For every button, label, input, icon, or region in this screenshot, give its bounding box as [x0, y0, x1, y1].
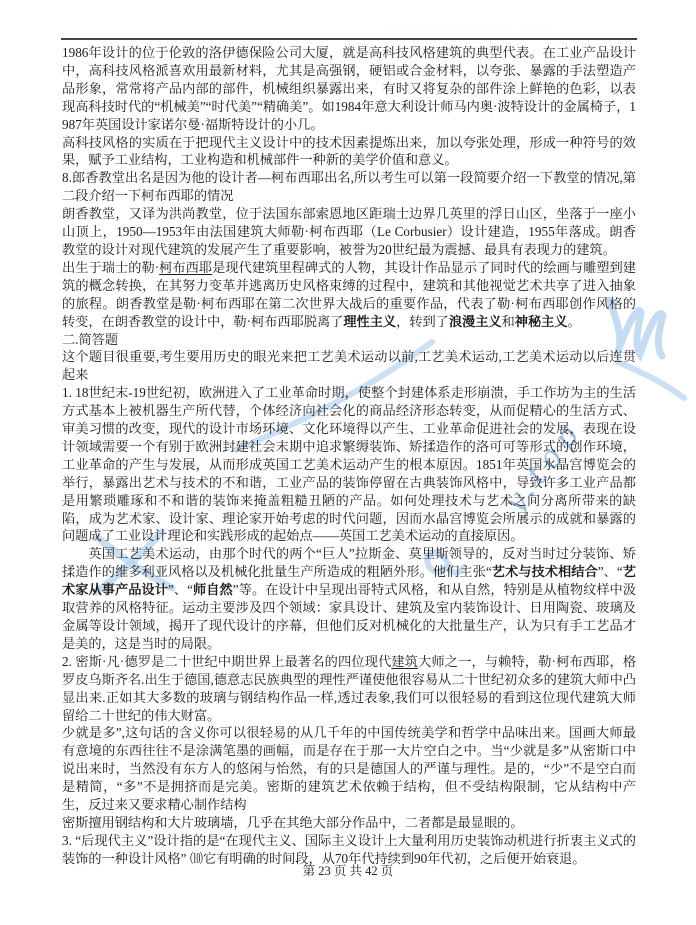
paragraph — [62, 134, 636, 170]
header-rule — [61, 38, 637, 40]
watermark-url-text: y.top — [497, 413, 591, 520]
paragraph — [62, 653, 636, 725]
bold-text: 浪漫主义 — [448, 313, 502, 329]
body-text: 和 — [501, 313, 515, 329]
body-text: ，转到了 — [396, 313, 449, 329]
body-text: ”等。在设计中呈现出哥特式风格，和从自然，特别是从植物纹样中汲取营养的风格特征。运动主要涉及四个领域：家具设计、建筑及室内装饰设计、日用陶瓷、玻璃及金属等设计领域，揭开了现代设计的序幕，但他们反对机械化的大批量生产，认为只有手工艺品才是美的，这是当时的局限。 — [62, 582, 636, 651]
body-text: 8.郎香教堂出名是因为他的设计者—柯布西耶出名,所以考生可以第一段简要介绍一下教堂的情况,第二段介绍一下柯布西耶的情况 — [62, 170, 636, 204]
body-text: 密斯擅用钢结构和大片玻璃墙，几乎在其绝大部分作品中，二者都是最显眼的。 — [62, 814, 524, 830]
body-text: 二.简答题 — [62, 331, 119, 347]
body-text: 出生于瑞士的勒· — [62, 259, 160, 275]
bold-text: 师自然 — [192, 582, 233, 598]
body-text: 少就是多”,这句话的含义你可以很轻易的从几千年的中国传统美学和哲学中品味出来。国画大师最有意境的东西往往不是涂满笔墨的画幅，而是存在于那一大片空白之中。当“少就是多”从密斯口中说出来时，当然没有东方人的悠闲与怡然，有的只是德国人的严谨与理性。是的，“少”不是空白而是精简，“多”不是拥挤而是完美。密斯的建筑艺术依赖于结构，但不受结构限制，它从结构中产生，反过来又要求精心制作结构 — [62, 725, 636, 813]
body-text: 2. 密斯·凡·德罗是二十世纪中期世界上最著名的四位现代 — [62, 653, 392, 669]
paragraph — [62, 545, 636, 652]
body-text: ”、“ — [167, 582, 193, 598]
body-text: ”、“ — [597, 564, 623, 580]
body-text: 是现代建筑里程碑式的人物，其设计作品显示了同时代的绘画与雕塑到建筑的概念转换，在其努力变革并逃离历史风格束缚的过程中，建筑和其他视觉艺术共享了进入抽象的旅程。朗香教堂是勒·柯布西耶在第二次世界大战后的重要作品，代表了勒·柯布西耶创作风格的转变，在朗香教堂的设计中，勒·柯布西耶脱离了 — [62, 259, 636, 329]
header-marks: ·· ··· ·· · ···· ·· ·· ··· ··· ·· — [388, 27, 549, 33]
paragraph — [62, 348, 636, 384]
paragraph — [62, 44, 636, 134]
bold-text: 理性主义 — [343, 313, 397, 329]
bold-text: 艺术家从事产品设计 — [62, 564, 636, 598]
underlined-text: 建筑 — [391, 653, 419, 669]
paragraph — [62, 384, 636, 545]
underlined-text: 柯布西耶 — [159, 259, 213, 275]
page-footer: 第 23 页 共 42 页 — [302, 864, 394, 878]
body-text: 这个题目很重要,考生要用历史的眼光来把工艺美术运动以前,工艺美术运动,工艺美术运动以后连贯起来 — [62, 349, 636, 383]
paragraph — [62, 205, 636, 259]
document-body — [62, 44, 636, 868]
paragraph — [62, 331, 636, 349]
paragraph — [62, 169, 636, 205]
body-text: 1. 18世纪末-19世纪初，欧洲进入了工业革命时期，使整个封建体系走形崩溃，手工作坊为主的生活方式基本上被机器生产所代替，个体经济向社会化的商品经济形态转变，从而促精心的生活方式、审美习惯的改变，现代的设计市场环境、文化环境得以产生、工业革命促进社会的发展，表现在设计领域需要一个有别于欧洲封建社会末期中追求繁缛装饰、矫揉造作的洛可可等形式的创作环境，工业革命的产生与发展，从而形成英国工艺美术运动产生的根本原因。1851年英国水晶宫博览会的举行，暴露出艺术与技术的不和谐，工业产品的装饰停留在古典装饰风格中，导致许多工业产品都是用繁琐雕琢和不和谐的装饰来掩盖粗糙丑陋的产品。如何处理技术与艺术之间分离所带来的缺陷，成为艺术家、设计家、理论家开始考虑的时代问题，因而水晶宫博览会所展示的成就和暴露的问题成了工业设计理论和实践形成的起始点——英国工艺美术运动的直接原因。 — [62, 385, 636, 544]
paragraph — [62, 814, 636, 832]
body-text: 1986年设计的位于伦敦的洛伊德保险公司大厦，就是高科技风格建筑的典型代表。在工业产品设计中，高科技风格派喜欢用最新材料，尤其是高强钢，硬铝或合金材料，以夸张、暴露的手法塑造产品形象，常常将产品内部的部件，机械组织暴露出来，有时又将复杂的部件涂上鲜艳的色彩，以表现高科技时代的“机械美”“时代美”“精确美”。如1984年意大利设计师马内奥·波特设计的金属椅子，1987年英国设计家诺尔曼·福斯特设计的小几。 — [62, 45, 636, 132]
body-text: 大师之一，与赖特，勒·柯布西耶，格罗皮乌斯齐名.出生于德国,德意志民族典型的理性严谨使他很容易从二十世纪初众多的建筑大师中凸显出来.正如其大多数的玻璃与钢结构作品一样,透过表象,我们可以很轻易的看到这位现代建筑大师留给二十世纪的伟大财富。 — [62, 653, 637, 723]
paragraph — [62, 724, 636, 814]
bold-text: 神秘主义 — [514, 313, 568, 329]
body-text: 高科技风格的实质在于把现代主义设计中的技术因素提炼出来，加以夸张处理，形成一种符号的效果，赋予工业结构，工业构造和机械部件一种新的美学价值和意义。 — [62, 134, 636, 168]
body-text: 。 — [567, 313, 581, 329]
body-text: 英国工艺美术运动，由那个时代的两个“巨人”拉斯金、莫里斯领导的，反对当时过分装饰、矫揉造作的维多利亚风格以及机械化批量生产所造成的粗陋外形。他们主张“ — [62, 546, 636, 580]
bold-text: 艺术与技术相结合 — [491, 564, 598, 580]
body-text: 朗香教堂，又译为洪尚教堂，位于法国东部索恩地区距瑞士边界几英里的浮日山区，坐落于一座小山顶上，1950—1953年由法国建筑大师勒·柯布西耶（Le Corbusier）设计建造，1955年落成。朗香教堂的设计对现代建筑的发展产生了重要影响，被誉为20世纪最为震撼、最具有表现力的建筑。 — [62, 206, 636, 257]
paragraph — [62, 259, 636, 331]
body-text: 3. “后现代主义”设计指的是“在现代主义、国际主义设计上大量利用历史装饰动机进行折衷主义式的装饰的一种设计风格” ⑽它有明确的时间段，从70年代持续到90年代初，之后便开始衰退。 — [62, 832, 636, 866]
